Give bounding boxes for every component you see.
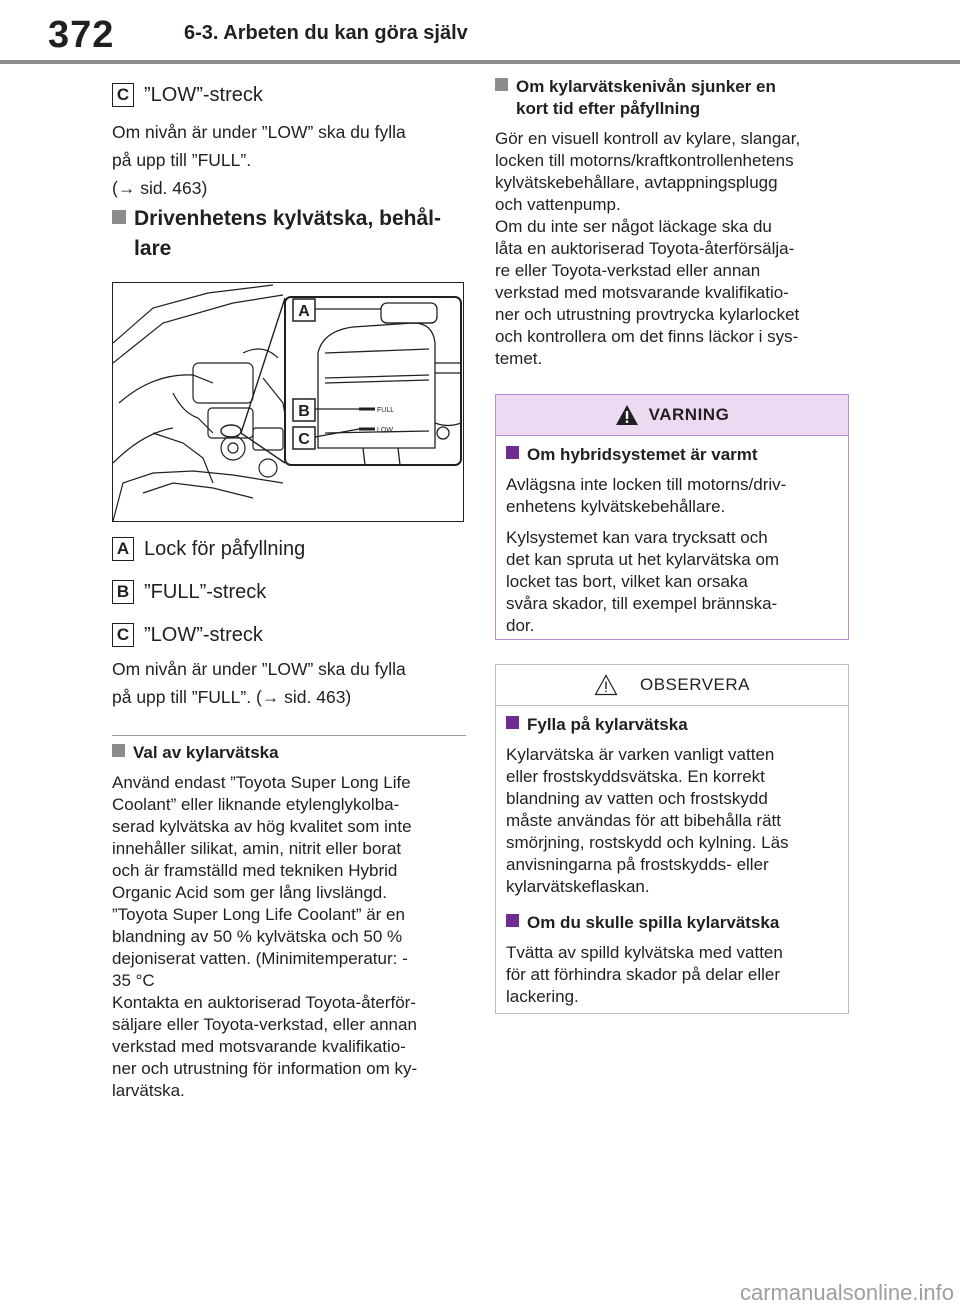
- text-line: 35 °C: [112, 971, 155, 990]
- warning-paragraph: [506, 527, 836, 637]
- section-heading: [112, 204, 466, 264]
- text-line: blandning av vatten och frostskydd: [506, 789, 768, 808]
- text-line: eller frostskyddsvätska. En korrekt: [506, 767, 765, 786]
- warning-title: VARNING: [648, 405, 730, 424]
- figure-label-c: C: [298, 431, 310, 448]
- text-line: Tvätta av spilld kylvätska med vatten: [506, 943, 783, 962]
- square-bullet-icon: [506, 446, 519, 459]
- warning-box: [495, 394, 849, 640]
- text-line: på upp till ”FULL”.: [112, 150, 252, 170]
- text-line: re eller Toyota-verkstad eller annan: [495, 261, 761, 280]
- warning-heading: Om hybridsystemet är varmt: [527, 445, 758, 464]
- callout-label: ”LOW”-streck: [144, 84, 263, 106]
- figure-label-b: B: [298, 403, 310, 420]
- notice-header: [496, 665, 848, 706]
- text-line: och kontrollera om det finns läckor i sys-: [495, 327, 799, 346]
- callout-list: [112, 536, 466, 648]
- text-line: Organic Acid som ger lång livslängd.: [112, 883, 387, 902]
- text-line: Kylarvätska är varken vanligt vatten: [506, 745, 775, 764]
- watermark: carmanualsonline.info: [739, 1280, 954, 1305]
- coolant-section: [112, 742, 466, 1102]
- coolant-text: [112, 772, 466, 1102]
- text-line: verkstad med motsvarande kvalifikatio-: [495, 283, 789, 302]
- text-line: måste användas för att bibehålla rätt: [506, 811, 781, 830]
- page-reference: (→ sid. 463): [112, 178, 208, 198]
- callout-label: Lock för påfyllning: [144, 538, 306, 560]
- warning-paragraph: [506, 474, 836, 518]
- bottom-text: [112, 655, 466, 711]
- text-line: kylvätskebehållare, avtappningsplugg: [495, 173, 778, 192]
- engine-coolant-figure: [112, 282, 464, 522]
- text-line: larvätska.: [112, 1081, 185, 1100]
- callout-tag: A: [112, 537, 134, 561]
- callout-tag: B: [112, 580, 134, 604]
- header-rule: [0, 60, 960, 64]
- notice-title: OBSERVERA: [639, 675, 750, 694]
- callout-label: ”FULL”-streck: [144, 581, 267, 603]
- text-line: lackering.: [506, 987, 579, 1006]
- heading-line: lare: [134, 237, 172, 260]
- low-mark-text: LOW: [377, 427, 393, 434]
- page-header: [0, 0, 960, 64]
- text-line: locken till motorns/kraftkontrollenhetens: [495, 151, 794, 170]
- callout-label: ”LOW”-streck: [144, 624, 263, 646]
- callout-item: [112, 622, 466, 648]
- text-line: säljare eller Toyota-verkstad, eller annan: [112, 1015, 417, 1034]
- text-line: Om du inte ser något läckage ska du: [495, 217, 772, 236]
- square-bullet-icon: [112, 744, 125, 757]
- page-number: 372: [48, 14, 115, 56]
- text-line: svåra skador, till exempel brännska-: [506, 594, 778, 613]
- text-line: Coolant” eller liknande etylenglykolba-: [112, 795, 400, 814]
- square-bullet-icon: [112, 210, 126, 224]
- text-line: Kontakta en auktoriserad Toyota-återför-: [112, 993, 416, 1012]
- text-line: enhetens kylvätskebehållare.: [506, 497, 726, 516]
- square-bullet-icon: [506, 716, 519, 729]
- square-bullet-icon: [506, 914, 519, 927]
- text-line: och är framställd med tekniken Hybrid: [112, 861, 398, 880]
- text-line: innehåller silikat, amin, nitrit eller borat: [112, 839, 402, 858]
- text-line: Avlägsna inte locken till motorns/driv-: [506, 475, 787, 494]
- heading-line: Drivenhetens kylvätska, behål-: [134, 207, 441, 230]
- caution-triangle-icon: [594, 674, 618, 696]
- notice-box: [495, 664, 849, 1014]
- divider: [112, 735, 466, 736]
- text-line: på upp till ”FULL”. (→ sid. 463): [112, 687, 352, 707]
- text-line: det kan spruta ut het kylarvätska om: [506, 550, 780, 569]
- text-line: kylarvätskeflaskan.: [506, 877, 650, 896]
- square-bullet-icon: [495, 78, 508, 91]
- text-line: Om nivån är under ”LOW” ska du fylla: [112, 122, 406, 142]
- callout-item: [112, 579, 466, 605]
- text-line: ner och utrustning provtrycka kylarlocket: [495, 305, 800, 324]
- text-line: locket tas bort, vilket kan orsaka: [506, 572, 748, 591]
- notice-paragraph: [506, 744, 836, 898]
- text-line: Om nivån är under ”LOW” ska du fylla: [112, 659, 406, 679]
- notice-paragraph: [506, 942, 836, 1008]
- text-line: dor.: [506, 616, 535, 635]
- callout-tag: C: [112, 83, 134, 107]
- text-line: smörjning, rostskydd och kylning. Läs: [506, 833, 789, 852]
- engine-illustration: [113, 283, 463, 521]
- text-line: verkstad med motsvarande kvalifikatio-: [112, 1037, 406, 1056]
- heading-line: Om kylarvätskenivån sjunker en: [516, 77, 776, 96]
- text-line: ner och utrustning för information om ky-: [112, 1059, 418, 1078]
- figure-label-a: A: [298, 303, 310, 320]
- text-line: låta en auktoriserad Toyota-återförsälja-: [495, 239, 795, 258]
- warning-header: [496, 395, 848, 436]
- callout-tag: C: [112, 623, 134, 647]
- warning-triangle-icon: [615, 404, 639, 426]
- top-callout: [112, 82, 466, 108]
- full-mark-text: FULL: [377, 407, 395, 414]
- text-line: ”Toyota Super Long Life Coolant” är en: [112, 905, 405, 924]
- text-line: Använd endast ”Toyota Super Long Life: [112, 773, 411, 792]
- text-line: för att förhindra skador på delar eller: [506, 965, 781, 984]
- top-text: [112, 118, 466, 202]
- notice-heading: Fylla på kylarvätska: [527, 715, 688, 734]
- heading-line: kort tid efter påfyllning: [516, 99, 701, 118]
- level-drop-section: [495, 76, 851, 370]
- level-drop-text: [495, 128, 851, 370]
- text-line: anvisningarna på frostskydds- eller: [506, 855, 769, 874]
- section-title: 6-3. Arbeten du kan göra själv: [184, 22, 468, 44]
- coolant-heading: Val av kylarvätska: [133, 743, 279, 762]
- text-line: blandning av 50 % kylvätska och 50 %: [112, 927, 403, 946]
- notice-heading: Om du skulle spilla kylarvätska: [527, 913, 780, 932]
- text-line: serad kylvätska av hög kvalitet som inte: [112, 817, 412, 836]
- text-line: Kylsystemet kan vara trycksatt och: [506, 528, 768, 547]
- text-line: temet.: [495, 349, 543, 368]
- text-line: och vattenpump.: [495, 195, 621, 214]
- text-line: dejoniserat vatten. (Minimitemperatur: -: [112, 949, 408, 968]
- text-line: Gör en visuell kontroll av kylare, slangar,: [495, 129, 801, 148]
- callout-item: [112, 536, 466, 562]
